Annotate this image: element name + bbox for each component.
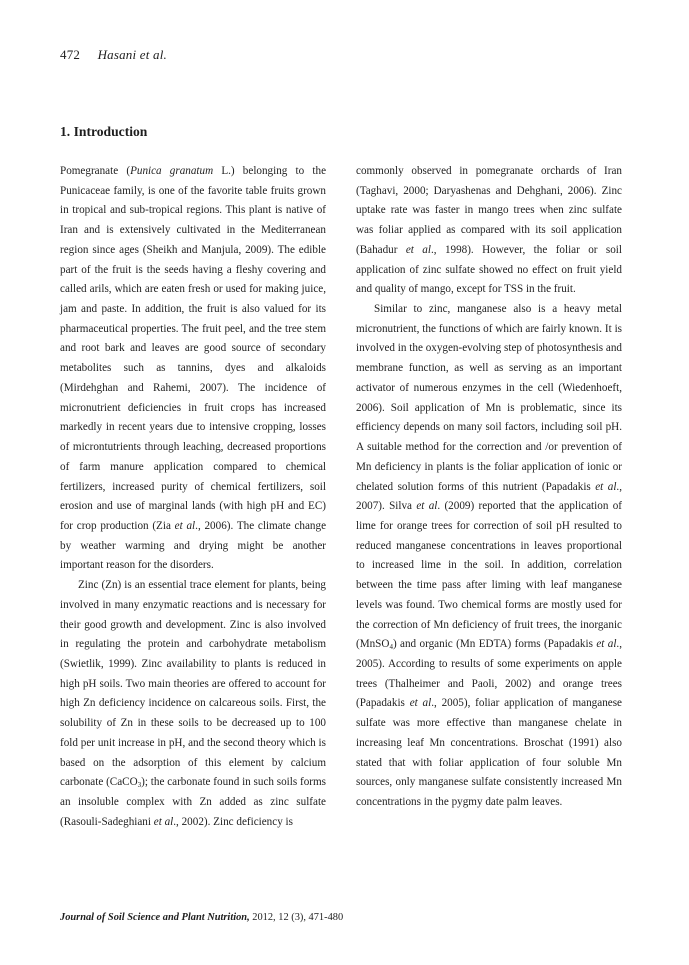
paragraph: Pomegranate (Punica granatum L.) belonging to the Punicaceae family, is one of the favorite table fruits grown in tropical and sub-tropical regions. This plant is native of Iran and is extensively cultivated in the Mediterranean region since ages (Sheikh and Manjula, 2009). The edible part of the fruit is the seeds having a fleshy covering and called arils, which are eaten fresh or used for making juice, jam and paste. In addition, the fruit is also valued for its pharmaceutical properties. The fruit peel, and the tree stem and root bark and leaves are good source of secondary metabolites such as tannins, dyes and alkaloids (Mirdehghan and Rahemi, 2007). The incidence of micronutrient deficiencies in fruit crops has increased markedly in recent years due to intensive cropping, losses of microntutrients through leaching, decreased proportions of farm manure application compared to chemical fertilizers, increased purity of chemical fertilizers, soil erosion and use of marginal lands (with high pH and EC) for crop production (Zia et al., 2006). The climate change by weather warming and drying might be another important reason for the disorders. [60, 165, 327, 572]
running-head-authors: Hasani et al. [97, 47, 167, 62]
left-column [60, 162, 326, 832]
journal-name: Journal of Soil Science and Plant Nutrition, [60, 912, 250, 923]
paragraph: Zinc (Zn) is an essential trace element for plants, being involved in many enzymatic reactions and is necessary for their good growth and development. Zinc is also involved in regulating the protein and carbohydrate metabolism (Swietlik, 1999). Zinc availability to plants is reduced in high pH soils. Two main theories are offered to account for high Zn deficiency incidence on calcareous soils. First, the solubility of Zn in these soils to be decreased up to 100 fold per unit increase in pH, and the second theory which is based on the adsorption of this element by calcium carbonate (CaCO$_3$); the carbonate found in such soils forms an insoluble complex with Zn added as zinc sulfate (Rasouli-Sadeghiani et al., 2002). Zinc deficiency is [60, 579, 326, 828]
citation-details: 2012, 12 (3), 471-480 [249, 912, 344, 923]
section-heading: 1. Introduction [60, 124, 148, 139]
running-header [60, 47, 167, 63]
page-number: 472 [60, 47, 81, 62]
right-column [356, 162, 622, 813]
paragraph: commonly observed in pomegranate orchards of Iran (Taghavi, 2000; Daryashenas and Dehghani, 2006). Zinc uptake rate was faster in mango trees when zinc sulfate was foliar applied as compared with its soil application (Bahadur et al., 1998). However, the foliar or soil application of zinc sulfate showed no effect on fruit yield and quality of mango, except for TSS in the fruit. [356, 165, 622, 296]
paragraph: Similar to zinc, manganese also is a heavy metal micronutrient, the functions of which are fairly known. It is involved in the oxygen-evolving step of photosynthesis and membrane function, as well as serving as an important activator of numerous enzymes in the cell (Wiedenhoeft, 2006). Soil application of Mn is problematic, since its efficiency depends on many soil factors, including soil pH. A suitable method for the correction and /or prevention of Mn deficiency in plants is the foliar application of ionic or chelated solution forms of this nutrient (Papadakis et al., 2007). Silva et al. (2009) reported that the application of lime for orange trees for correction of soil pH resulted to reduced manganese concentrations in leaves proportional to increased lime in the soil. In addition, correlation between the time pass after liming with leaf manganese levels was found. Two chemical forms are mostly used for the correction of Mn deficiency of fruit trees, the inorganic (MnSO$_4$) and organic (Mn EDTA) forms (Papadakis et al., 2005). According to results of some experiments on apple trees (Thalheimer and Paoli, 2002) and orange trees (Papadakis et al., 2005), foliar application of manganese sulfate was more effective than manganese chelate in increasing leaf Mn concentrations. Broschat (1991) also stated that with foliar application of four soluble Mn sources, only manganese sulfate consistently increased Mn concentrations in the pygmy date palm leaves. [356, 303, 622, 808]
footer-citation [60, 912, 343, 923]
